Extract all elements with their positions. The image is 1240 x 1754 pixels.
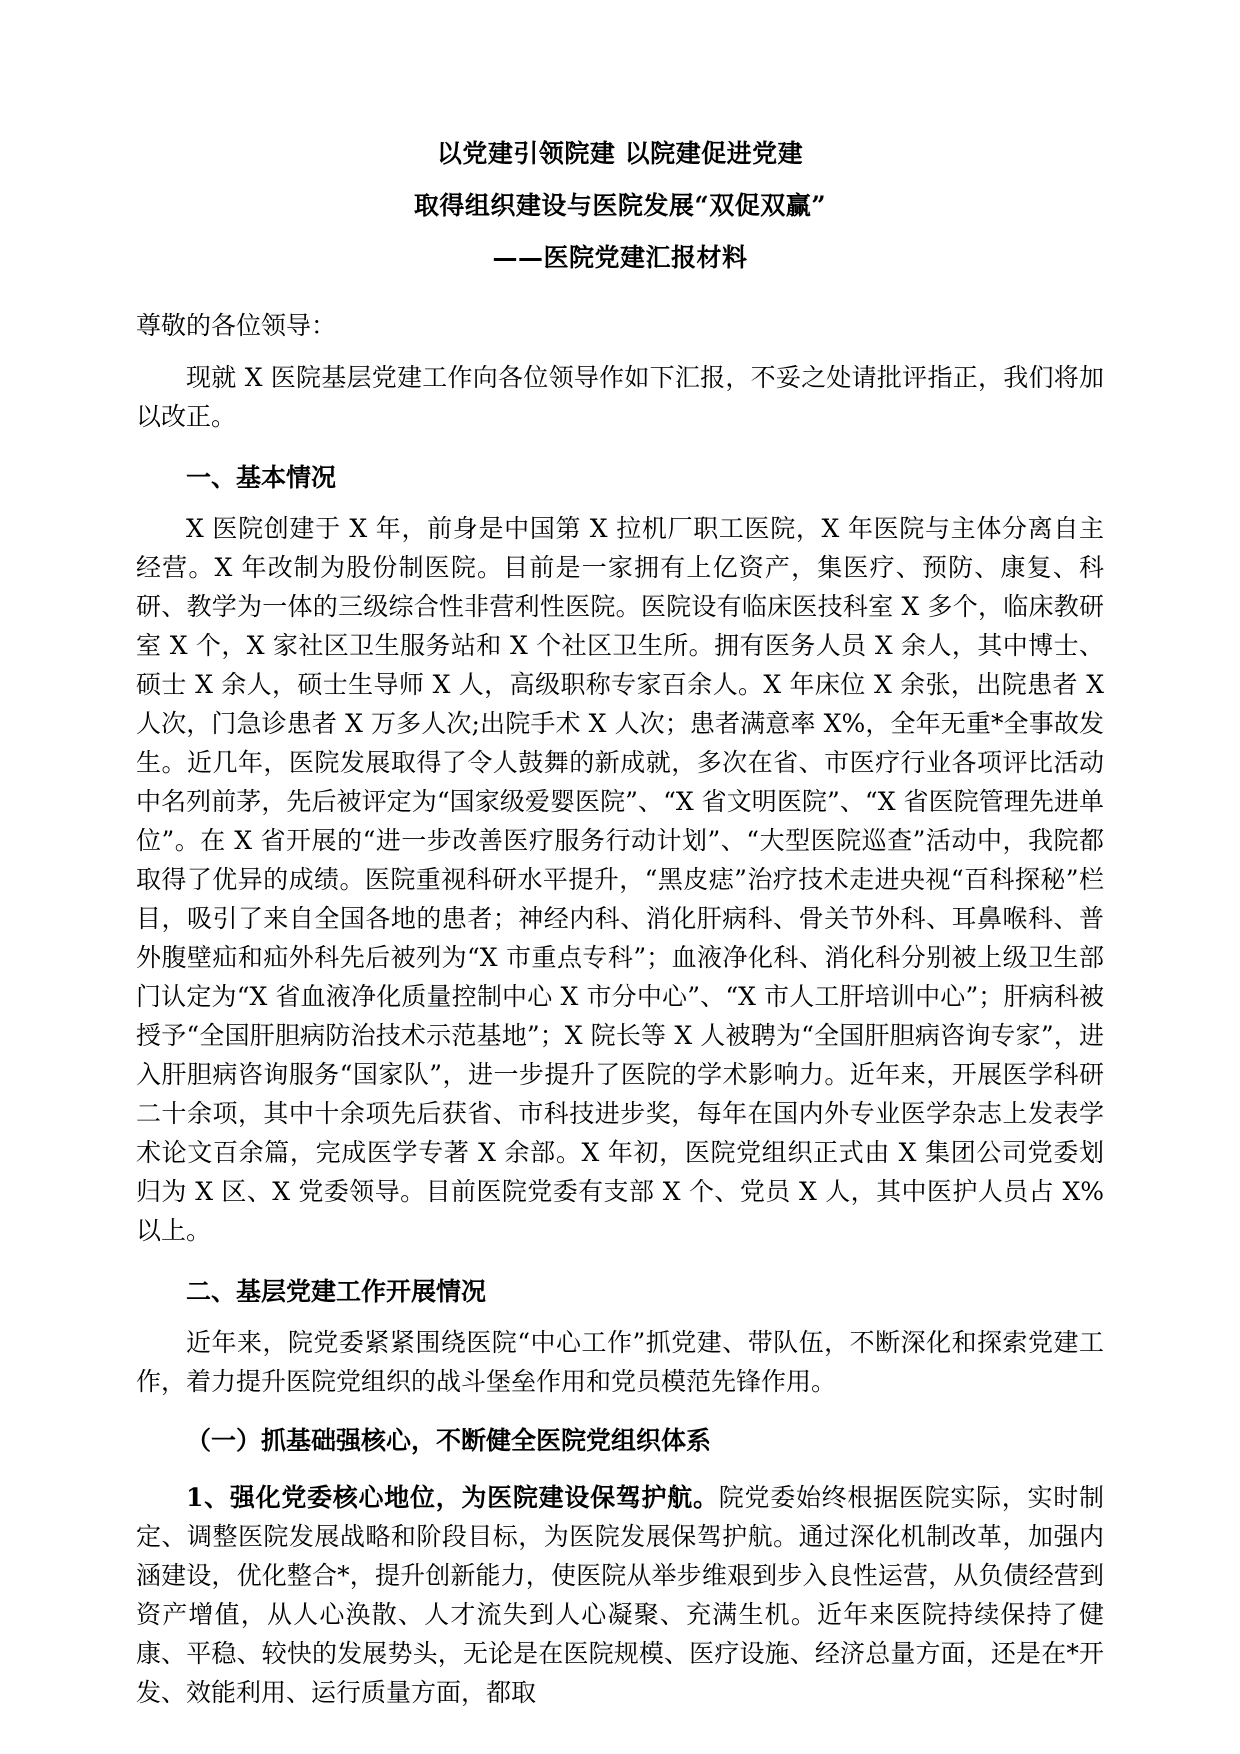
title-line-1: 以党建引领院建 以院建促进党建 <box>436 139 804 168</box>
section-2-paragraph-1: 近年来，院党委紧紧围绕医院“中心工作”抓党建、带队伍，不断深化和探索党建工作，着力提升医院党组织的战斗堡垒作用和党员模范先锋作用。 <box>136 1328 1104 1396</box>
section-heading-2: 二、基层党建工作开展情况 <box>186 1277 487 1306</box>
section-1-paragraph-1: X 医院创建于 X 年，前身是中国第 X 拉机厂职工医院，X 年医院与主体分离自主经营。X 年改制为股份制医院。目前是一家拥有上亿资产，集医疗、预防、康复、科研、教学为一体的三级综合性非营利性医院。医院设有临床医技科室 X 多个，临床教研室 X 个，X 家社区卫生服务站和 X 个社区卫生所。拥有医务人员 X 余人，其中博士、硕士 X 余人，硕士生导师 X 人，高级职称专家百余人。X 年床位 X 余张，出院患者 X 人次，门急诊患者 X 万多人次;出院手术 X 人次；患者满意率 X%，全年无重*全事故发生。近几年，医院发展取得了令人鼓舞的新成就，多次在省、市医疗行业各项评比活动中名列前茅，先后被评定为“国家级爱婴医院”、“X 省文明医院”、“X 省医院管理先进单位”。在 X 省开展的“进一步改善医疗服务行动计划”、“大型医院巡查”活动中，我院都取得了优异的成绩。医院重视科研水平提升，“黑皮痣”治疗技术走进央视“百科探秘”栏目，吸引了来自全国各地的患者；神经内科、消化肝病科、骨关节外科、耳鼻喉科、普外腹壁疝和疝外科先后被列为“X 市重点专科”；血液净化科、消化科分别被上级卫生部门认定为“X 省血液净化质量控制中心 X 市分中心”、“X 市人工肝培训中心”；肝病科被授予“全国肝胆病防治技术示范基地”；X 院长等 X 人被聘为“全国肝胆病咨询专家”，进入肝胆病咨询服务“国家队”，进一步提升了医院的学术影响力。近年来，开展医学科研二十余项，其中十余项先后获省、市科技进步奖，每年在国内外专业医学杂志上发表学术论文百余篇，完成医学专著 X 余部。X 年初，医院党组织正式由 X 集团公司党委划归为 X 区、X 党委领导。目前医院党委有支部 X 个、党员 X 人，其中医护人员占 X%以上。 <box>136 514 1104 1245</box>
title-line-3: ——医院党建汇报材料 <box>492 243 748 272</box>
salutation: 尊敬的各位领导： <box>136 311 337 340</box>
section-heading-1: 一、基本情况 <box>186 463 337 492</box>
subsection-heading-1: （一）抓基础强核心，不断健全医院党组织体系 <box>186 1426 712 1455</box>
intro-paragraph: 现就 X 医院基层党建工作向各位领导作如下汇报，不妥之处请批评指正，我们将加以改正。 <box>136 363 1104 431</box>
subsection-item-1 <box>136 1478 1104 1712</box>
title-line-2: 取得组织建设与医院发展“双促双赢” <box>413 191 827 220</box>
item-body-text: 院党委始终根据医院实际，实时制定、调整医院发展战略和阶段目标，为医院发展保驾护航。通过深化机制改革，加强内涵建设，优化整合*，提升创新能力，使医院从举步维艰到步入良性运营，从负债经营到资产增值，从人心涣散、人才流失到人心凝聚、充满生机。近年来医院持续保持了健康、平稳、较快的发展势头，无论是在医院规模、医疗设施、经济总量方面，还是在*开发、效能利用、运行质量方面，都取 <box>136 1483 1104 1707</box>
document-title <box>136 128 1104 284</box>
item-lead-label: 1、强化党委核心地位，为医院建设保驾护航。 <box>186 1483 719 1512</box>
